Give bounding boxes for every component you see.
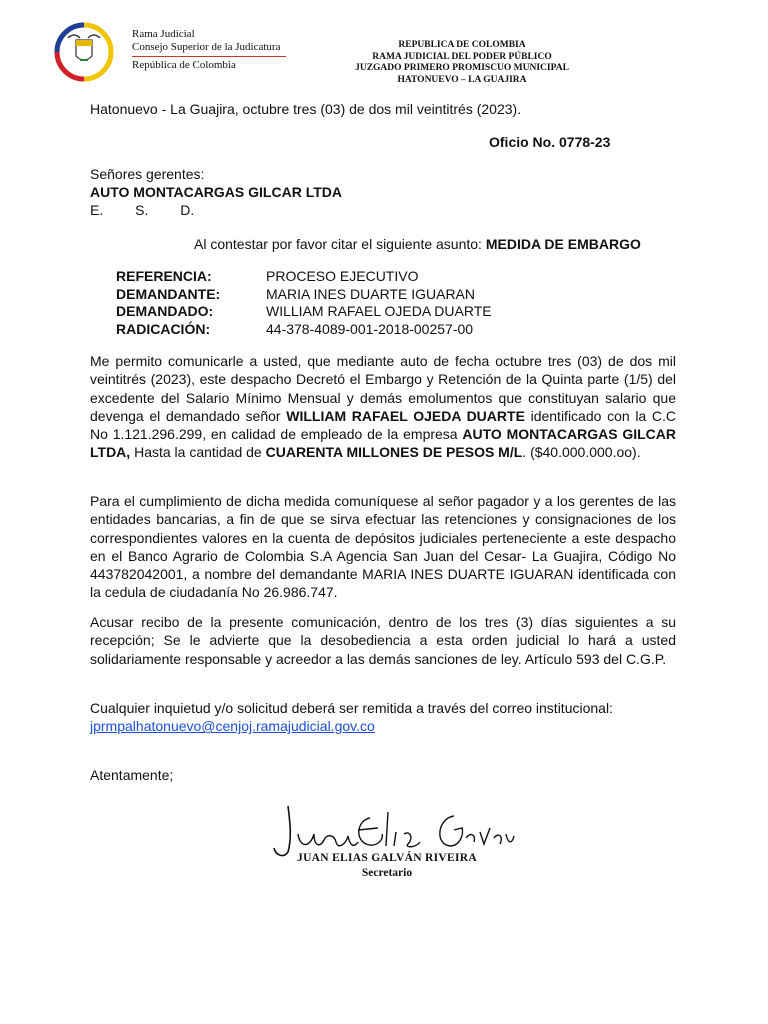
reference-key: DEMANDADO: [116, 303, 214, 319]
court-header-line: RAMA JUDICIAL DEL PODER PÚBLICO [372, 51, 552, 62]
esd-d: D. [180, 202, 195, 218]
esd-s: S. [135, 202, 149, 218]
reference-key: RADICACIÓN: [116, 320, 211, 337]
contact-text: Cualquier inquietud y/o solicitud deberá ser remitida a través del correo institucional: [90, 700, 613, 716]
org-line-2: Consejo Superior de la Judicatura [132, 41, 281, 53]
reference-key: REFERENCIA: [116, 268, 212, 284]
logo-divider [132, 56, 286, 57]
paragraph-embargo [90, 352, 676, 462]
rama-judicial-text [132, 28, 286, 72]
reference-key: DEMANDANTE: [116, 285, 221, 302]
esd-line [90, 202, 194, 219]
reference-value: 44-378-4089-001-2018-00257-00 [266, 320, 474, 337]
p1-text-e: Hasta la cantidad de [130, 444, 266, 461]
court-header [330, 40, 594, 86]
org-line-1: Rama Judicial [132, 28, 195, 40]
place-date: Hatonuevo - La Guajira, octubre tres (03) de dos mil veintitrés (2023). [90, 101, 522, 117]
p1-empresa: AUTO MONTACARGAS GILCAR LTDA, [90, 426, 676, 461]
p1-cantidad: CUARENTA MILLONES DE PESOS M/L [265, 444, 523, 461]
recipient: AUTO MONTACARGAS GILCAR LTDA [90, 184, 342, 200]
court-header-line: HATONUEVO – LA GUAJIRA [397, 74, 527, 85]
signer-name: JUAN ELIAS GALVÁN RIVEIRA [297, 852, 477, 864]
reference-row [116, 268, 492, 286]
esd-e: E. [90, 202, 104, 218]
reference-row [116, 321, 492, 339]
reference-row [116, 303, 492, 321]
reference-table [116, 268, 492, 338]
p1-demandado: WILLIAM RAFAEL OJEDA DUARTE [286, 407, 525, 424]
closing: Atentamente; [90, 767, 174, 783]
asunto: MEDIDA DE EMBARGO [485, 236, 641, 252]
p1-text-a: Me permito comunicarle a usted, que mediante auto de fecha octubre tres (03) de dos mil veintitrés (2023), este despacho Decretó el Embargo y Retención de la Quinta parte (1/5) del excedente del Salario Mínimo Mensual y demás emolumentos que constituyan salario que devenga el demandado señor [90, 353, 676, 424]
reference-value: WILLIAM RAFAEL OJEDA DUARTE [266, 303, 492, 319]
signer-title: Secretario [361, 867, 413, 879]
p1-text-c: identificado con la C.C No 1.121.296.299, en calidad de empleado de la empresa [90, 407, 676, 443]
reference-value: MARIA INES DUARTE IGUARAN [266, 285, 476, 302]
org-line-3: República de Colombia [132, 59, 236, 71]
asunto-prefix: Al contestar por favor citar el siguiente asunto: [194, 236, 482, 252]
oficio-number: Oficio No. 0778-23 [489, 134, 611, 150]
rama-judicial-logo [54, 22, 294, 82]
reference-value: PROCESO EJECUTIVO [266, 268, 419, 284]
colombia-seal-icon [54, 22, 124, 82]
paragraph-contacto [90, 699, 676, 736]
court-header-line: JUZGADO PRIMERO PROMISCUO MUNICIPAL [355, 63, 569, 73]
greeting: Señores gerentes: [90, 166, 205, 182]
reference-row [116, 286, 492, 304]
email-link[interactable]: jprmpalhatonuevo@cenjoj.ramajudicial.gov.co [90, 718, 375, 735]
asunto-line [194, 236, 641, 253]
p1-text-g: . ($40.000.000.oo). [522, 444, 641, 461]
court-header-line: REPUBLICA DE COLOMBIA [398, 40, 526, 50]
paragraph-acusar-recibo: Acusar recibo de la presente comunicación, dentro de los tres (3) días siguientes a su recepción; Se le advierte que la desobediencia a esta orden judicial lo hará a usted solidariamente responsable y acreedor a las demás sanciones de ley. Artículo 593 del C.G.P. [90, 614, 676, 667]
paragraph-cumplimiento: Para el cumplimiento de dicha medida comuníquese al señor pagador y a los gerentes de las entidades bancarias, a fin de que se sirva efectuar las retenciones y consignaciones de los correspondientes valores en la cuenta de depósitos judiciales perteneciente a este despacho en el Banco Agrario de Colombia S.A Agencia San Juan del Cesar- La Guajira, Código No 443782042001, a nombre del demandante MARIA INES DUARTE IGUARAN identificada con la cedula de ciudadanía No 26.986.747. [90, 493, 676, 601]
